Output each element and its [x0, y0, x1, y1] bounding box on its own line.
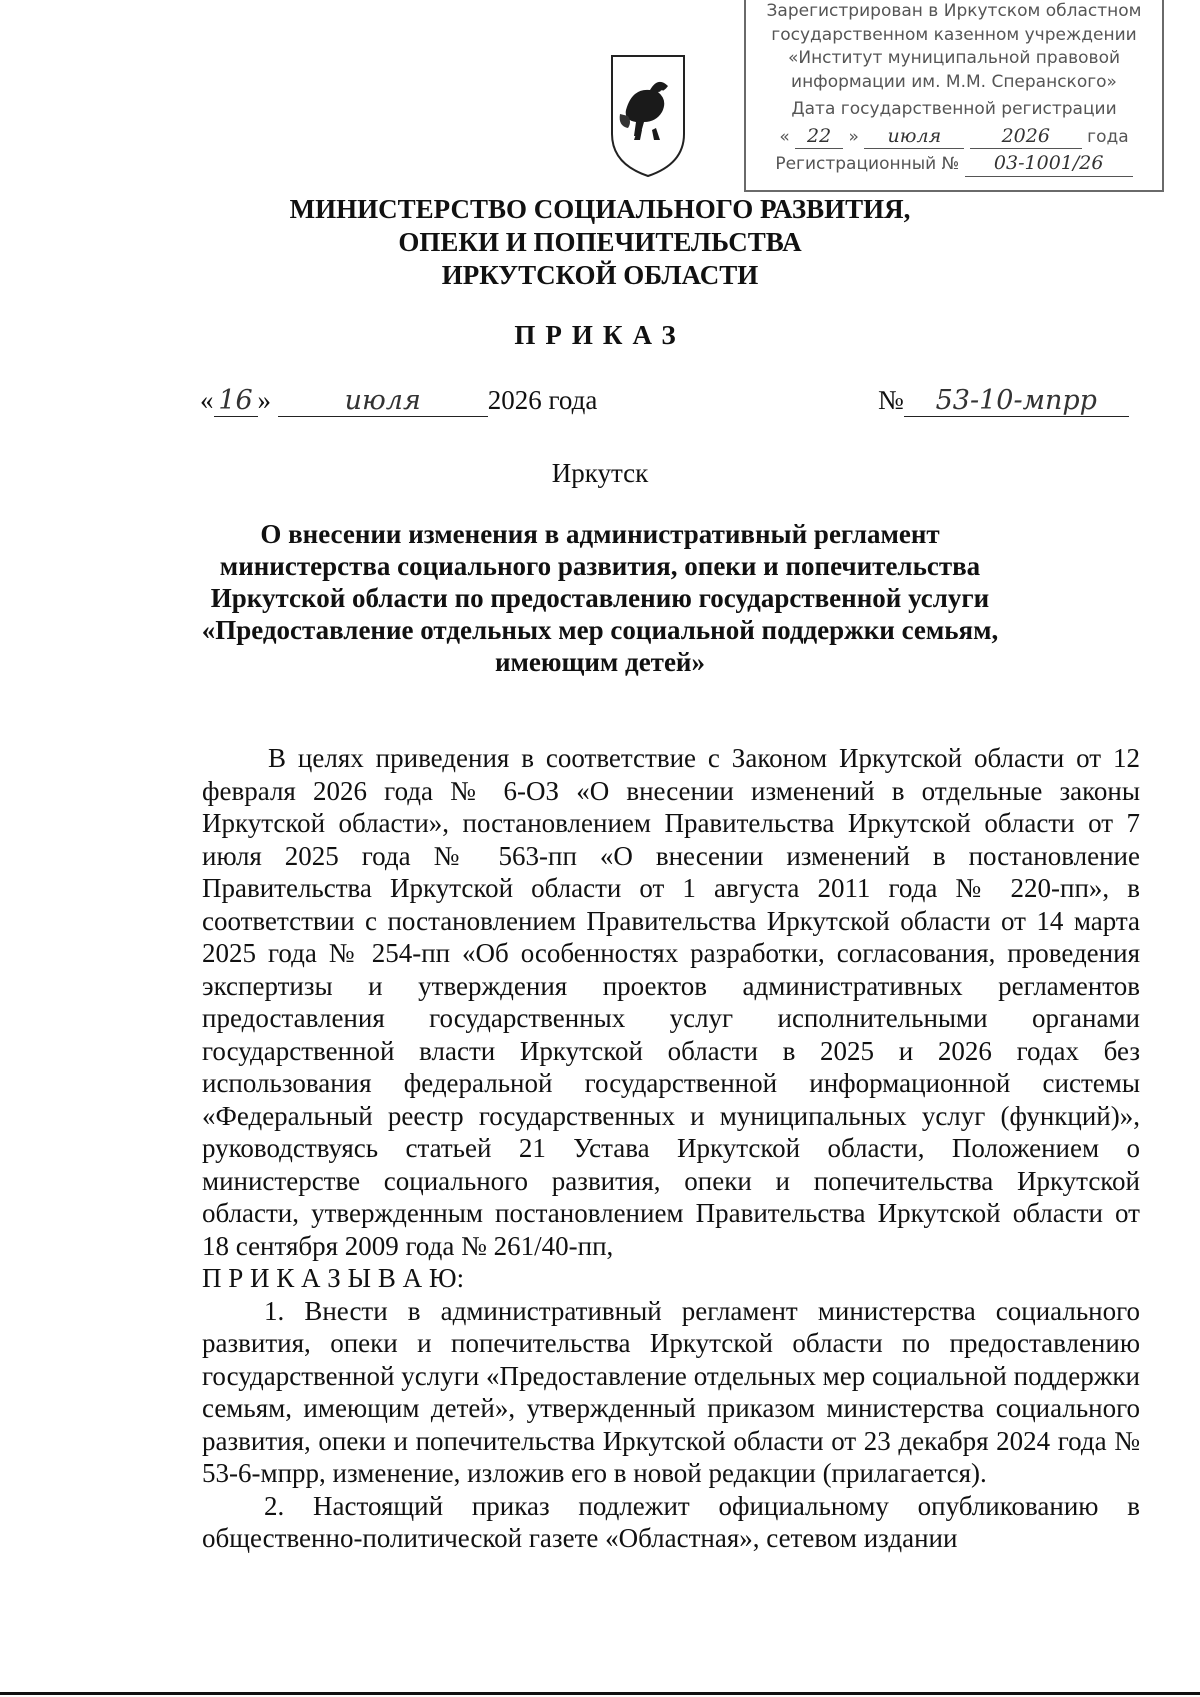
- subject-line: имеющим детей»: [494, 647, 705, 677]
- stamp-registration: [750, 152, 1158, 177]
- stamp-date-open: «: [779, 126, 790, 147]
- date-day: 16: [214, 385, 258, 417]
- stamp-line: Зарегистрирован в Иркутском областном: [766, 1, 1142, 21]
- stamp-line: информации им. М.М. Сперанского»: [791, 71, 1117, 92]
- date-year: 2026 года: [487, 385, 598, 415]
- stamp-date-suffix: года: [1087, 126, 1129, 147]
- registration-stamp: [744, 0, 1164, 192]
- stamp-line: «Институт муниципальной правовой: [787, 48, 1121, 68]
- item-paragraph: 1. Внести в административный регламент министерства социального развития, опеки и попечительства Иркутской области по предоставлению государственной услуги «Предоставление отдельных мер социальной поддержки семьям, имеющим детей», утвержденный приказом министерства социального развития, опеки и попечительства Иркутской области от 23 декабря 2024 года № 53-6-мпрр, изменение, изложив его в новой редакции (прилагается).: [202, 1295, 1140, 1488]
- item-paragraph: 2. Настоящий приказ подлежит официальному опубликованию в общественно-политической газете «Областная», сетевом издании: [202, 1490, 1140, 1553]
- order-title: ПРИКАЗ: [514, 320, 686, 350]
- subject-line: О внесении изменения в административный регламент: [260, 519, 940, 549]
- ministry-line: ОПЕКИ И ПОПЕЧИТЕЛЬСТВА: [398, 227, 802, 257]
- stamp-line: Дата государственной регистрации: [791, 99, 1117, 119]
- stamp-date-year: 2026: [970, 125, 1082, 150]
- city-name: Иркутск: [551, 458, 649, 488]
- coat-of-arms-emblem: [608, 52, 688, 180]
- date-month: июля: [278, 385, 488, 417]
- stamp-date-day: 22: [795, 125, 843, 150]
- stamp-date-mid: »: [848, 126, 859, 147]
- date-open-quote: «: [200, 385, 214, 415]
- order-number: [878, 385, 1129, 417]
- page-bottom-line: [0, 1692, 1200, 1695]
- preamble-paragraph: В целях приведения в соответствие с Законом Иркутской области от 12 февраля 2026 года № 6-ОЗ «О внесении изменений в отдельные законы Иркутской области», постановлением Правительства Иркутской области от 7 июля 2025 года № 563-пп «О внесении изменений в постановление Правительства Иркутской области от 1 августа 2011 года № 220-пп», в соответствии с постановлением Правительства Иркутской области от 14 марта 2025 года № 254-пп «Об особенностях разработки, согласования, проведения экспертизы и утверждения проектов административных регламентов предоставления государственных услуг исполнительными органами государственной власти Иркутской области в 2025 и 2026 годах без использования федеральной государственной информационной системы «Федеральный реестр государственных и муниципальных услуг (функций)», руководствуясь статьей 21 Устава Иркутской области, Положением о министерстве социального развития, опеки и попечительства Иркутской области, утвержденным постановлением Правительства Иркутской области от 18 сентября 2009 года № 261/40-пп,: [202, 743, 1140, 1261]
- order-body: [202, 742, 1140, 1555]
- ministry-line: МИНИСТЕРСТВО СОЦИАЛЬНОГО РАЗВИТИЯ,: [289, 194, 911, 224]
- order-subject: [0, 518, 1200, 678]
- subject-line: министерства социального развития, опеки и попечительства: [219, 551, 981, 581]
- stamp-reg-label: Регистрационный №: [775, 154, 960, 174]
- number-prefix: №: [878, 385, 904, 415]
- subject-line: Иркутской области по предоставлению государственной услуги: [210, 583, 990, 613]
- stamp-line: государственном казенном учреждении: [771, 24, 1137, 45]
- ministry-header: [0, 193, 1200, 292]
- subject-line: «Предоставление отдельных мер социальной поддержки семьям,: [201, 615, 999, 645]
- stamp-reg-number: 03-1001/26: [965, 152, 1133, 177]
- stamp-date-month: июля: [864, 125, 964, 150]
- order-word: П Р И К А З Ы В А Ю:: [202, 1263, 465, 1293]
- order-date: [200, 385, 597, 417]
- ministry-line: ИРКУТСКОЙ ОБЛАСТИ: [441, 260, 759, 290]
- date-close-quote: »: [257, 385, 271, 415]
- stamp-date: [750, 125, 1158, 150]
- number-value: 53-10-мпрр: [904, 385, 1129, 417]
